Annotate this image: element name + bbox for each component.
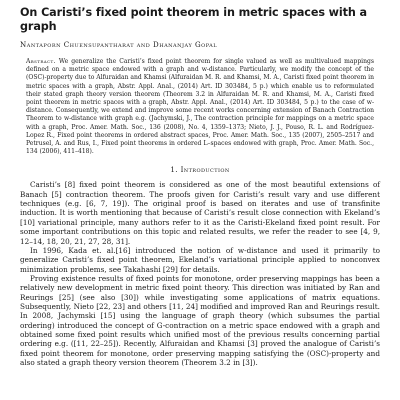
intro-paragraph-2: In 1996, Kada et. al.[16] introduced the notion of w-distance and used it primarily to generalize Caristi’s fixed point theorem, Ekeland’s variational principle applied to nonconvex minimization problems, see Takahashi [29] for details. <box>20 245 380 274</box>
abstract-block <box>20 58 380 156</box>
paper-authors: Nantaporn Chuensupantharat and Dhananjay Gopal <box>20 40 218 49</box>
intro-paragraph-1: Caristi’s [8] fixed point theorem is considered as one of the most beautiful extensions of Banach [5] contraction theorem. The proofs given for Caristi’s result vary and use different techniques (e.g. [6, 7, 19]). The original proof is based on iterates and use of transfinite induction. It is worth mentioning that because of Caristi’s result close connection with Ekeland’s [10] variational principle, many authors refer to it as the Caristi-Ekeland fixed point result. For some important contributions on this topic and related results, we refer the reader to see [4, 9, 12–14, 18, 20, 21, 27, 28, 31]. <box>20 180 380 246</box>
section-heading-introduction: 1. Introduction <box>170 165 230 175</box>
abstract-text: We generalize the Caristi’s fixed point theorem for single valued as well as multivalued mappings defined on a metric space endowed with a graph and w-distance. Particularly, we modify the concept of the (OSC)-property due to Alfuraidan and Khamsi (Alfuraidan M. R. and Khamsi, M. A., Caristi fixed point theorem in metric spaces with a graph, Abstr. Appl. Anal., (2014) Art. ID 303484, 5 p.) which enable us to reformulated their stated graph theory version theorem (Theorem 3.2 in Alfuraidan M. R. and Khamsi, M. A., Caristi fixed point theorem in metric spaces with a graph, Abstr. Appl. Anal., (2014) Art. ID 303484, 5 p.) to the case of w-distance. Consequently, we extend and improve some recent works concerning extension of Banach Contraction Theorem to w-distance with graph e.g. (Jachymski, J., The contraction principle for mappings on a metric space with a graph, Proc. Amer. Math. Soc., 136 (2008), No. 4, 1359–1373; Nieto, J. J., Pouso, R. L. and Rodríguez-Lopez R., Fixed point theorems in ordered abstract spaces, Proc. Amer. Math. Soc., 135 (2007), 2505–2517 and Petrusel, A. and Rus, I., Fixed point theorems in ordered L–spaces endowed with graph, Proc. Amer. Math. Soc., 134 (2006), 411–418). <box>26 58 374 156</box>
paper-title: On Caristi’s fixed point theorem in metric spaces with a graph <box>20 6 367 33</box>
intro-paragraph-3: Proving existence results of fixed points for monotone, order preserving mappings has been a relatively new development in metric fixed point theory. This direction was initiated by Ran and Reurings [25] (see also [30]) while investigating some applications of matrix equations. Subsequently, Nieto [22, 23] and others [11, 24] modified and improved Ran and Reurings result. In 2008, Jachymski [15] using the language of graph theory (which subsumes the partial ordering) introduced the concept of G-contraction on a metric space endowed with a graph and obtained some fixed point results which unified most of the previous results concerning partial ordering e.g. ([11, 22–25]). Recently, Alfuraidan and Khamsi [3] proved the analogue of Caristi’s fixed point theorem for monotone, order preserving mapping satisfying the (OSC)-property and also stated a graph theory version theorem (Theorem 3.2 in [3]). <box>20 273 380 367</box>
abstract-label: Abstract. <box>26 58 56 65</box>
